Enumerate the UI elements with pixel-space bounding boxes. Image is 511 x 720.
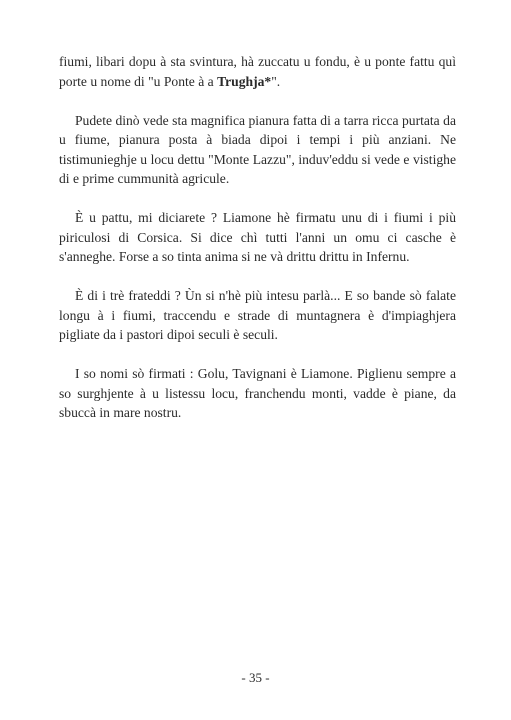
text-run: È u pattu, mi diciarete ? Liamone hè firmatu unu di i fiumi i più piriculosi di Corsica. Si dice chì tutti l'anni un omu ci casche è s'anneghe. Forse a so tinta anima si ne và drittu drittu in Infernu. [59, 210, 456, 264]
page-number: - 35 - [241, 670, 270, 685]
paragraph [59, 111, 456, 189]
text-run: ". [271, 73, 281, 89]
body-text [59, 52, 456, 423]
bold-place-name: Trughja* [217, 73, 272, 89]
paragraph [59, 286, 456, 345]
text-run: È di i trè frateddi ? Ùn si n'hè più intesu parlà... E so bande sò falate longu à i fiumi, traccendu e strade di muntagnera è d'impiaghjera pigliate da i pastori dipoi seculi è seculi. [59, 288, 456, 342]
text-run: I so nomi sò firmati : Golu, Tavignani è Liamone. Piglienu sempre a so surghjente à u listessu locu, franchendu monti, vadde è piane, da sbuccà in mare nostru. [59, 366, 456, 420]
paragraph [59, 208, 456, 267]
paragraph [59, 52, 456, 91]
text-run: Pudete dinò vede sta magnifica pianura fatta di a tarra ricca purtata da u fiume, pianura posta à biada dipoi i tempi i più anziani. Ne tistimunieghje u locu dettu "Monte Lazzu", induv'eddu si vede e vistighe di e prime cummunità agricule. [59, 112, 456, 186]
text-run: fiumi, libari dopu à sta svintura, hà zuccatu u fondu, è u ponte fattu quì porte u nome di "u Ponte à a [59, 54, 456, 89]
paragraph [59, 364, 456, 423]
